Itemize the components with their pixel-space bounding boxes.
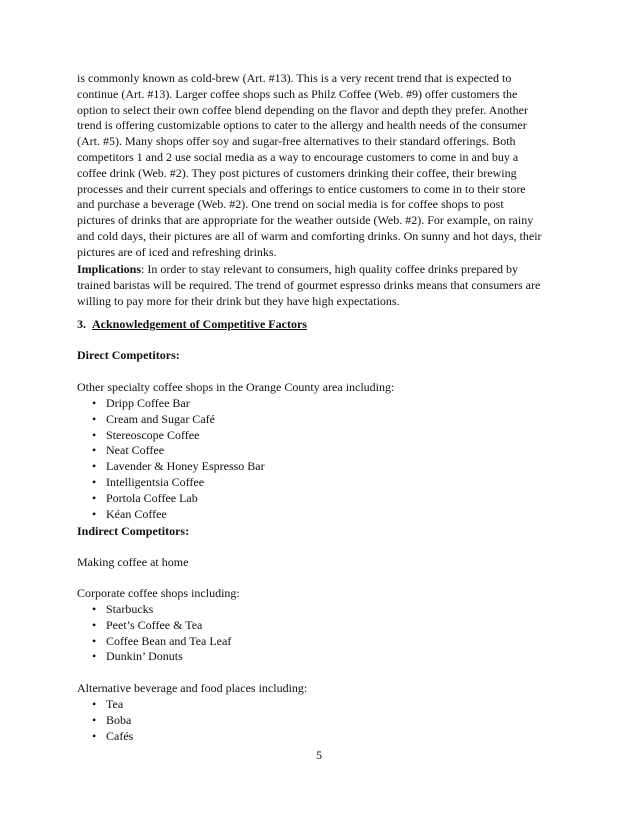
- section-heading: [77, 317, 567, 333]
- bullet-icon: •: [92, 506, 97, 521]
- list-item: • Starbucks: [92, 602, 154, 616]
- list-item: • Portola Coffee Lab: [92, 490, 198, 505]
- bullet-icon: •: [92, 649, 97, 664]
- paragraph-line: and purchase a beverage (Web. #2). One trend on social media is for coffee shops to post: [77, 197, 504, 212]
- paragraph-line: coffee drink (Web. #2). They post pictures of customers drinking their coffee, their brewing: [77, 165, 517, 180]
- section-number: 3.: [77, 317, 86, 331]
- paragraph-line: processes and their current specials and offerings to entice customers to come in to their store: [77, 181, 526, 196]
- corporate-competitors-list: [77, 602, 567, 665]
- list-item: • Cream and Sugar Café: [92, 411, 215, 426]
- list-item: • Neat Coffee: [92, 443, 165, 458]
- alternative-intro: Alternative beverage and food places including:: [77, 681, 308, 695]
- alternative-places-list: [77, 697, 567, 744]
- paragraph-line: is commonly known as cold-brew (Art. #13). This is a very recent trend that is expected to: [77, 71, 512, 85]
- list-item: • Peet’s Coffee & Tea: [92, 617, 203, 632]
- list-item: • Dripp Coffee Bar: [92, 396, 190, 410]
- page-number: 5: [316, 748, 322, 762]
- bullet-icon: •: [92, 427, 97, 442]
- paragraph-line: trained baristas will be required. The trend of gourmet espresso drinks means that consumers are: [77, 277, 541, 292]
- bullet-icon: •: [92, 490, 97, 505]
- list-item: • Stereoscope Coffee: [92, 427, 200, 442]
- corporate-intro: Corporate coffee shops including:: [77, 586, 240, 600]
- bullet-icon: •: [92, 633, 97, 648]
- bullet-icon: •: [92, 728, 97, 743]
- indirect-home-text: Making coffee at home: [77, 555, 189, 569]
- list-item: • Kéan Coffee: [92, 506, 167, 521]
- list-item: • Tea: [92, 697, 124, 711]
- direct-competitors-list: [77, 396, 567, 522]
- bullet-icon: •: [92, 411, 97, 426]
- implications-paragraph: [77, 262, 567, 309]
- section-title: Acknowledgement of Competitive Factors: [92, 317, 307, 331]
- bullet-icon: •: [92, 602, 97, 616]
- indirect-competitors-heading: Indirect Competitors:: [77, 524, 190, 538]
- list-item: • Coffee Bean and Tea Leaf: [92, 633, 232, 648]
- bullet-icon: •: [92, 396, 97, 410]
- paragraph-line: pictures of drinks that are appropriate for the weather outside (Web. #2). For example, on rainy: [77, 213, 534, 228]
- list-item: • Boba: [92, 712, 132, 727]
- direct-competitors-intro: Other specialty coffee shops in the Orange County area including:: [77, 380, 395, 394]
- paragraph-line: option to select their own coffee blend depending on the flavor and depth they prefer. Another: [77, 102, 528, 117]
- bullet-icon: •: [92, 712, 97, 727]
- paragraph-line: competitors 1 and 2 use social media as a way to encourage customers to come in and buy a: [77, 149, 519, 164]
- paragraph-line: : In order to stay relevant to consumers, high quality coffee drinks prepared by: [141, 262, 519, 276]
- trend-paragraph: [77, 71, 567, 261]
- direct-competitors-heading: Direct Competitors:: [77, 348, 180, 362]
- bullet-icon: •: [92, 443, 97, 458]
- paragraph-line: pictures are of iced and refreshing drinks.: [77, 244, 277, 259]
- paragraph-line: willing to pay more for their drink but they have high expectations.: [77, 293, 400, 308]
- implications-label: Implications: [77, 262, 142, 276]
- paragraph-line: (Art. #5). Many shops offer soy and sugar-free alternatives to their standard offerings. Both: [77, 134, 516, 149]
- list-item: • Lavender & Honey Espresso Bar: [92, 459, 265, 474]
- bullet-icon: •: [92, 697, 97, 711]
- paragraph-line: trend is offering customizable options to cater to the allergy and health needs of the consumer: [77, 118, 527, 133]
- list-item: • Intelligentsia Coffee: [92, 474, 205, 489]
- paragraph-line: and cold days, their pictures are all of warm and comforting drinks. On sunny and hot days, their: [77, 228, 542, 243]
- bullet-icon: •: [92, 474, 97, 489]
- list-item: • Cafés: [92, 728, 134, 743]
- list-item: • Dunkin’ Donuts: [92, 649, 183, 664]
- paragraph-line: continue (Art. #13). Larger coffee shops such as Philz Coffee (Web. #9) offer customers the: [77, 86, 518, 101]
- bullet-icon: •: [92, 617, 97, 632]
- bullet-icon: •: [92, 459, 97, 474]
